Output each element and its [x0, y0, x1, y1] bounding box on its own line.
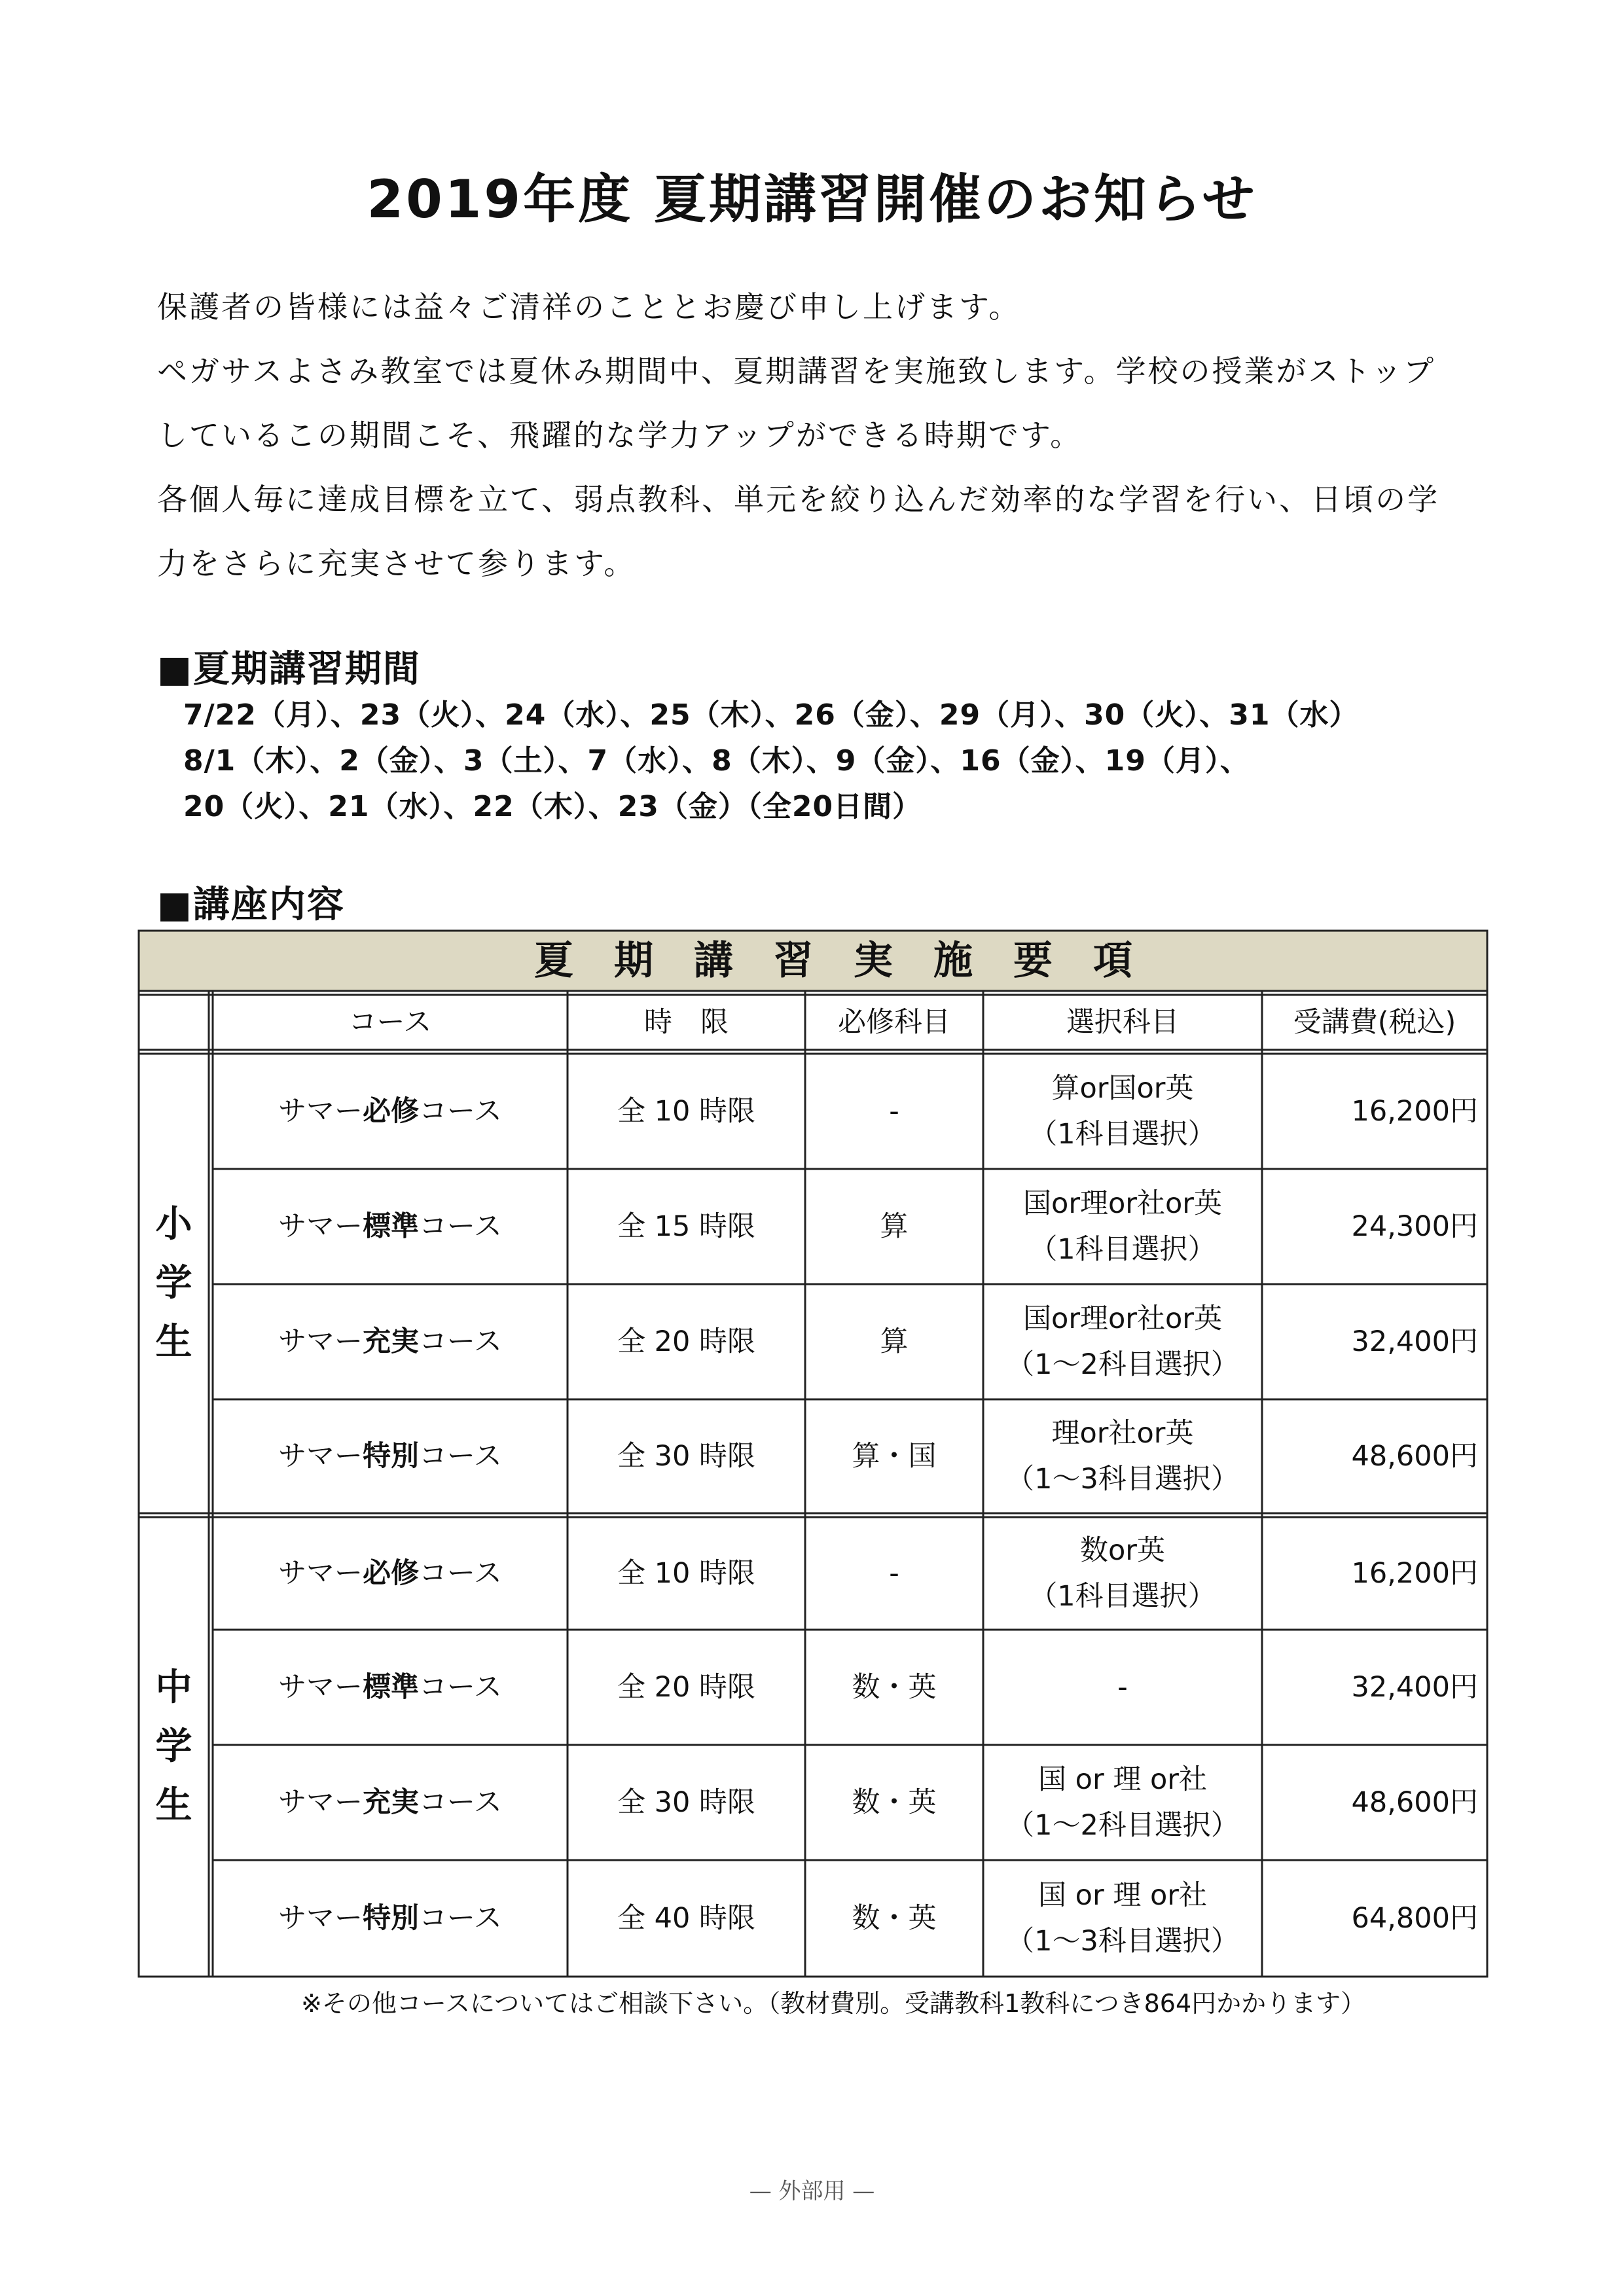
- table-banner: 夏期講習実施要項: [534, 938, 1173, 984]
- course-elective: 国or理or社or英 （1～2科目選択）: [1006, 1302, 1239, 1381]
- course-fee: 16,200円: [1351, 1095, 1478, 1128]
- col-header-course: コース: [348, 1006, 432, 1039]
- course-elective: 国 or 理 or社 （1～3科目選択）: [1006, 1879, 1239, 1958]
- col-header-fee: 受講費(税込): [1293, 1006, 1456, 1039]
- courses-heading: ■講座内容: [157, 884, 345, 926]
- course-periods: 全 20 時限: [617, 1671, 756, 1704]
- course-elective: -: [1117, 1671, 1128, 1704]
- intro-line: 保護者の皆様には益々ご清祥のこととお慶び申し上げます。: [157, 289, 1021, 325]
- course-name: サマー 必修 コース: [278, 1557, 502, 1590]
- course-periods: 全 20 時限: [617, 1325, 756, 1358]
- course-periods: 全 10 時限: [617, 1095, 756, 1128]
- course-fee: 32,400円: [1351, 1325, 1478, 1358]
- course-name: サマー 充実 コース: [278, 1786, 502, 1819]
- course-name: サマー 充実 コース: [278, 1325, 502, 1358]
- course-name: サマー 必修 コース: [278, 1095, 502, 1128]
- period-line: 8/1（木）、2（金）、3（土）、7（水）、8（木）、9（金）、16（金）、19（月）、: [183, 744, 1250, 778]
- period-line: 20（火）、21（水）、22（木）、23（金）（全20日間）: [183, 790, 922, 823]
- course-fee: 16,200円: [1351, 1557, 1478, 1590]
- intro-line: しているこの期間こそ、飛躍的な学力アップができる時期です。: [157, 418, 1083, 453]
- course-fee: 48,600円: [1351, 1440, 1478, 1473]
- course-elective: 国or理or社or英 （1科目選択）: [1023, 1187, 1222, 1266]
- course-required: 算: [880, 1210, 909, 1243]
- group-label-junior-high: 中 学 生: [155, 1666, 192, 1827]
- course-required: -: [889, 1095, 899, 1128]
- period-line: 7/22（月）、23（火）、24（水）、25（木）、26（金）、29（月）、30（火）、31（水）: [183, 698, 1359, 732]
- course-required: -: [889, 1557, 899, 1590]
- intro-line: ペガサスよさみ教室では夏休み期間中、夏期講習を実施致します。学校の授業がストップ: [157, 353, 1436, 389]
- course-required: 算・国: [852, 1440, 937, 1473]
- course-periods: 全 40 時限: [617, 1902, 756, 1935]
- course-fee: 48,600円: [1351, 1786, 1478, 1819]
- course-fee: 64,800円: [1351, 1902, 1478, 1935]
- page-footer: — 外部用 —: [749, 2178, 875, 2204]
- course-periods: 全 30 時限: [617, 1440, 756, 1473]
- group-label-elementary: 小 学 生: [155, 1203, 192, 1363]
- page-title: 2019年度 夏期講習開催のお知らせ: [367, 169, 1257, 230]
- intro-line: 各個人毎に達成目標を立て、弱点教科、単元を絞り込んだ効率的な学習を行い、日頃の学: [157, 482, 1440, 517]
- course-elective: 算or国or英 （1科目選択）: [1029, 1072, 1216, 1151]
- col-header-elective: 選択科目: [1066, 1006, 1179, 1039]
- intro-line: 力をさらに充実させて参ります。: [157, 546, 636, 581]
- col-header-periods: 時 限: [644, 1006, 729, 1039]
- course-elective: 数or英 （1科目選択）: [1029, 1534, 1216, 1613]
- col-header-required: 必修科目: [838, 1006, 950, 1039]
- course-name: サマー 標準 コース: [278, 1210, 502, 1243]
- course-required: 数・英: [852, 1671, 937, 1704]
- table-note: ※その他コースについてはご相談下さい。（教材費別。受講教科1教科につき864円かかります）: [301, 1989, 1366, 2018]
- course-required: 数・英: [852, 1786, 937, 1819]
- course-fee: 32,400円: [1351, 1671, 1478, 1704]
- course-periods: 全 30 時限: [617, 1786, 756, 1819]
- course-elective: 理or社or英 （1～3科目選択）: [1006, 1417, 1239, 1496]
- period-heading: ■夏期講習期間: [157, 648, 421, 691]
- course-fee: 24,300円: [1351, 1210, 1478, 1243]
- course-periods: 全 15 時限: [617, 1210, 756, 1243]
- course-name: サマー 特別 コース: [278, 1440, 502, 1473]
- course-required: 数・英: [852, 1902, 937, 1935]
- course-required: 算: [880, 1325, 909, 1358]
- course-name: サマー 特別 コース: [278, 1902, 502, 1935]
- course-name: サマー 標準 コース: [278, 1671, 502, 1704]
- course-elective: 国 or 理 or社 （1～2科目選択）: [1006, 1763, 1239, 1842]
- course-periods: 全 10 時限: [617, 1557, 756, 1590]
